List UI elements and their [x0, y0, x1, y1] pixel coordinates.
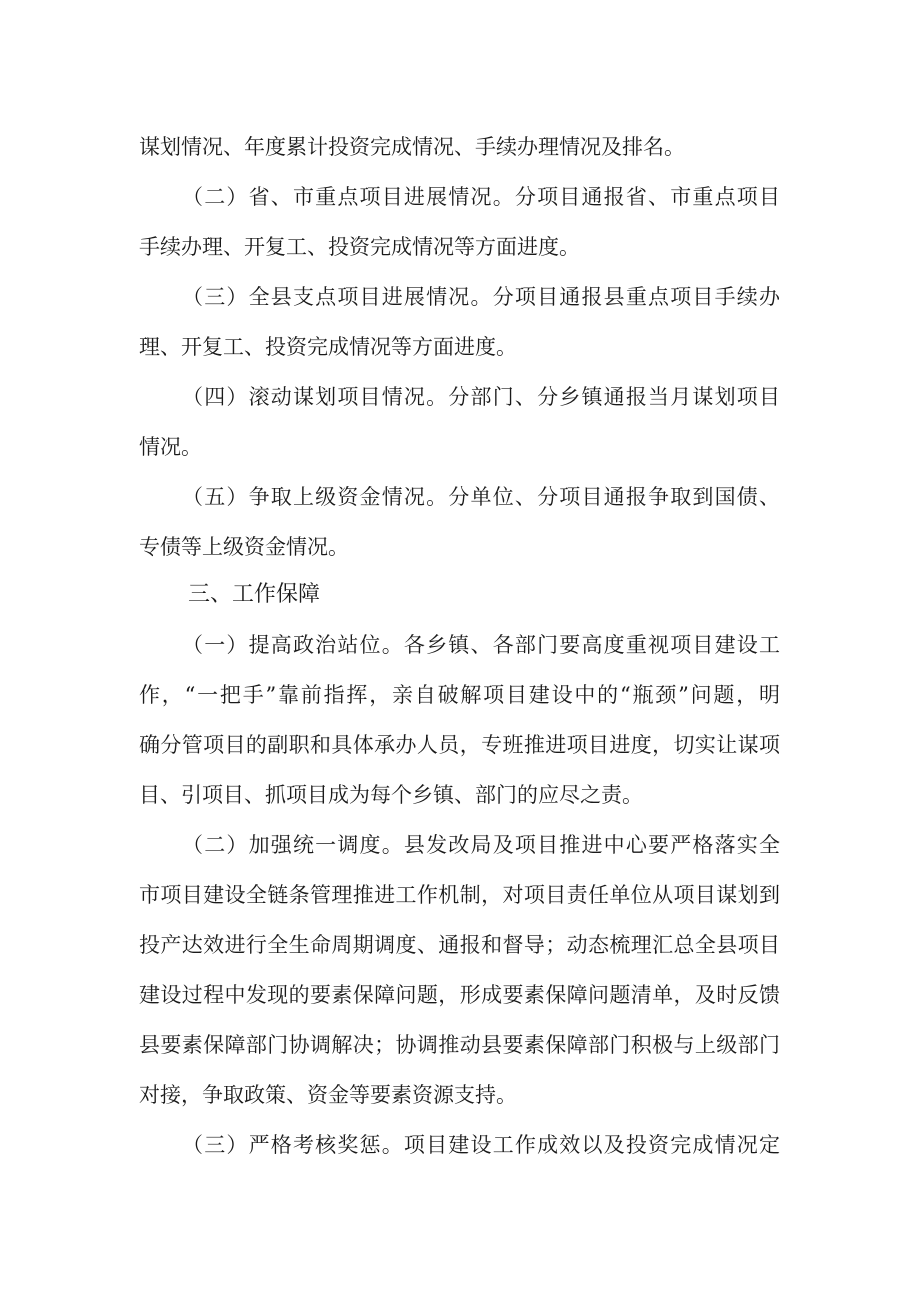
text-line: （三）严格考核奖惩。项目建设工作成效以及投资完成情况定: [182, 1133, 780, 1157]
text-line: 县要素保障部门协调解决；协调推动县要素保障部门积极与上级部门: [139, 1033, 780, 1057]
text-line: 市项目建设全链条管理推进工作机制，对项目责任单位从项目谋划到: [139, 883, 780, 907]
text-line: （五）争取上级资金情况。分单位、分项目通报争取到国债、: [182, 485, 780, 509]
text-line: 目、引项目、抓项目成为每个乡镇、部门的应尽之责。: [139, 783, 643, 807]
text-line: 情况。: [139, 435, 202, 459]
text-line: （三）全县支点项目进展情况。分项目通报县重点项目手续办: [182, 285, 780, 309]
text-line: 作，“一把手”靠前指挥，亲自破解项目建设中的“瓶颈”问题，明: [139, 683, 780, 707]
text-line: 谋划情况、年度累计投资完成情况、手续办理情况及排名。: [139, 135, 685, 159]
text-line: 建设过程中发现的要素保障问题，形成要素保障问题清单，及时反馈: [139, 983, 780, 1007]
text-line: 专债等上级资金情况。: [139, 535, 349, 559]
text-line: （四）滚动谋划项目情况。分部门、分乡镇通报当月谋划项目: [182, 385, 780, 409]
text-line: （二）加强统一调度。县发改局及项目推进中心要严格落实全: [182, 833, 780, 857]
text-line: 对接，争取政策、资金等要素资源支持。: [139, 1083, 517, 1107]
text-line: （一）提高政治站位。各乡镇、各部门要高度重视项目建设工: [182, 633, 780, 657]
text-line: 确分管项目的副职和具体承办人员，专班推进项目进度，切实让谋项: [139, 733, 780, 757]
text-line: 投产达效进行全生命周期调度、通报和督导；动态梳理汇总全县项目: [139, 933, 780, 957]
text-line: 理、开复工、投资完成情况等方面进度。: [139, 335, 517, 359]
text-line: （二）省、市重点项目进展情况。分项目通报省、市重点项目: [182, 185, 780, 209]
section-heading: 三、工作保障: [188, 582, 321, 607]
text-line: 手续办理、开复工、投资完成情况等方面进度。: [139, 235, 580, 259]
